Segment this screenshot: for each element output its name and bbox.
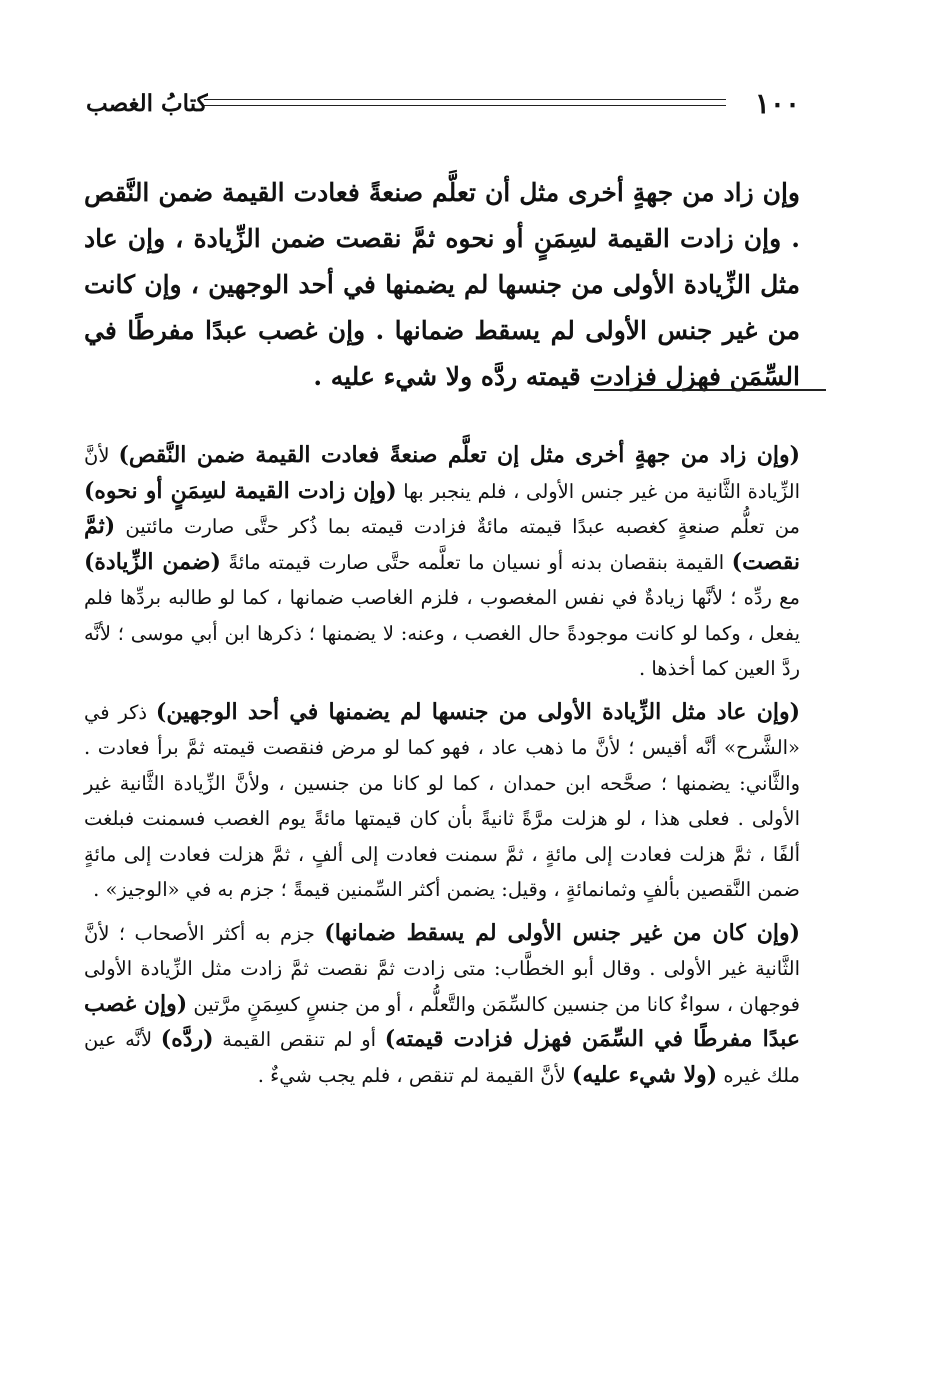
quoted-matn: (ردَّه): [160, 1026, 214, 1052]
commentary-text: لأنَّ القيمة لم تنقص ، فلم يجب شيءٌ .: [257, 1063, 572, 1087]
commentary-paragraph-2: [84, 695, 800, 908]
commentary-text: لأنَّ الزِّيادة الثَّانية من غير جنس الأولى ، فلم ينجبر بها: [84, 444, 800, 503]
quoted-matn: (وإن كان من غير جنس الأولى لم يسقط ضمانها): [324, 919, 800, 946]
matn-commentary-separator: [594, 389, 826, 391]
commentary-text: القيمة بنقصان بدنه أو نسيان ما تعلَّمه حتَّى صارت قيمته مائةً: [220, 550, 732, 574]
page-header: [86, 86, 800, 126]
quoted-matn: (ولا شيء عليه): [571, 1061, 718, 1088]
commentary-text: جزم به أكثر الأصحاب ؛ لأنَّ الثَّانية غير الأولى . وقال أبو الخطَّاب: متى زادت ثمَّ نقصت ثمَّ زادت مثل الزِّيادة الأولى فوجهان ، سواءٌ كانا من جنسين كالسِّمَن والتَّعلُّم ، أو من جنسٍ كسِمَنٍ مرَّتين: [84, 921, 800, 1016]
quoted-matn: (وإن زاد من جهةٍ أخرى مثل إن تعلَّم صنعةً فعادت القيمة ضمن النَّقص): [118, 442, 801, 468]
quoted-matn: (ضمن الزِّيادة): [84, 548, 221, 575]
quoted-matn: (وإن غصب عبدًا مفرطًا في السِّمَن فهزل فزادت قيمته): [84, 990, 801, 1052]
commentary-text: من تعلُّم صنعةٍ كغصبه عبدًا قيمته مائةٌ فزادت قيمته بما ذُكر حتَّى صارت مائتين: [115, 515, 800, 538]
header-double-rule: [204, 99, 726, 106]
commentary-paragraph-1: [84, 438, 800, 687]
quoted-matn: (وإن عاد مثل الزِّيادة الأولى من جنسها لم يضمنها في أحد الوجهين): [155, 698, 800, 725]
page-number: ١٠٠: [754, 87, 800, 120]
commentary-text: مع ردِّه ؛ لأنَّها زيادةٌ في نفس المغصوب ، فلزم الغاصب ضمانها ، كما لو طالبه بردِّها فلم يفعل ، وكما لو كانت موجودةً حال الغصب ، وعنه: لا يضمنها ؛ ذكرها ابن أبي موسى ؛ لأنَّه ردَّ العين كما أخذها .: [84, 586, 800, 680]
quoted-matn: (ثمَّ نقصت): [84, 513, 800, 575]
matn-paragraph: وإن زاد من جهةٍ أخرى مثل أن تعلَّم صنعةً فعادت القيمة ضمن النَّقص . وإن زادت القيمة لسِمَنٍ أو نحوه ثمَّ نقصت ضمن الزِّيادة ، وإن عاد مثل الزِّيادة الأولى من جنسها لم يضمنها في أحد الوجهين ، وإن كانت من غير جنس الأولى لم يسقط ضمانها . وإن غصب عبدًا مفرطًا في السِّمَن فهزل فزادت قيمته ردَّه ولا شيء عليه .: [84, 178, 800, 391]
commentary-text: أو لم تنقص القيمة: [213, 1028, 385, 1051]
running-title: كتابُ الغصب: [86, 90, 208, 117]
commentary-text: ذكر في «الشَّرح» أنَّه أقيس ؛ لأنَّ ما ذهب عاد ، فهو كما لو مرض فنقصت قيمته ثمَّ برأ فعادت . والثَّاني: يضمنها ؛ صحَّحه ابن حمدان ، كما لو كانا من جنسين ، ولأنَّ الزِّيادة الثَّانية غير الأولى . فعلى هذا ، لو هزلت مرَّةً ثانيةً بأن كان قيمتها مائةً يوم الغصب فسمنت فبلغت ألفًا ، ثمَّ هزلت فعادت إلى مائةٍ ، ثمَّ سمنت فعادت إلى ألفٍ ، ثمَّ هزلت فعادت إلى مائةٍ ضمن النَّقصين بألفٍ وثمانمائةٍ ، وقيل: يضمن أكثر السِّمنين قيمةً ؛ جزم به في «الوجيز» .: [84, 700, 800, 901]
commentary-text: لأنَّه عين ملك غيره: [84, 1028, 800, 1087]
commentary-paragraph-3: [84, 916, 800, 1094]
matn-text-block: [84, 170, 800, 400]
commentary-block: [84, 438, 800, 1101]
quoted-matn: (وإن زادت القيمة لسِمَنٍ أو نحوه): [84, 477, 397, 504]
